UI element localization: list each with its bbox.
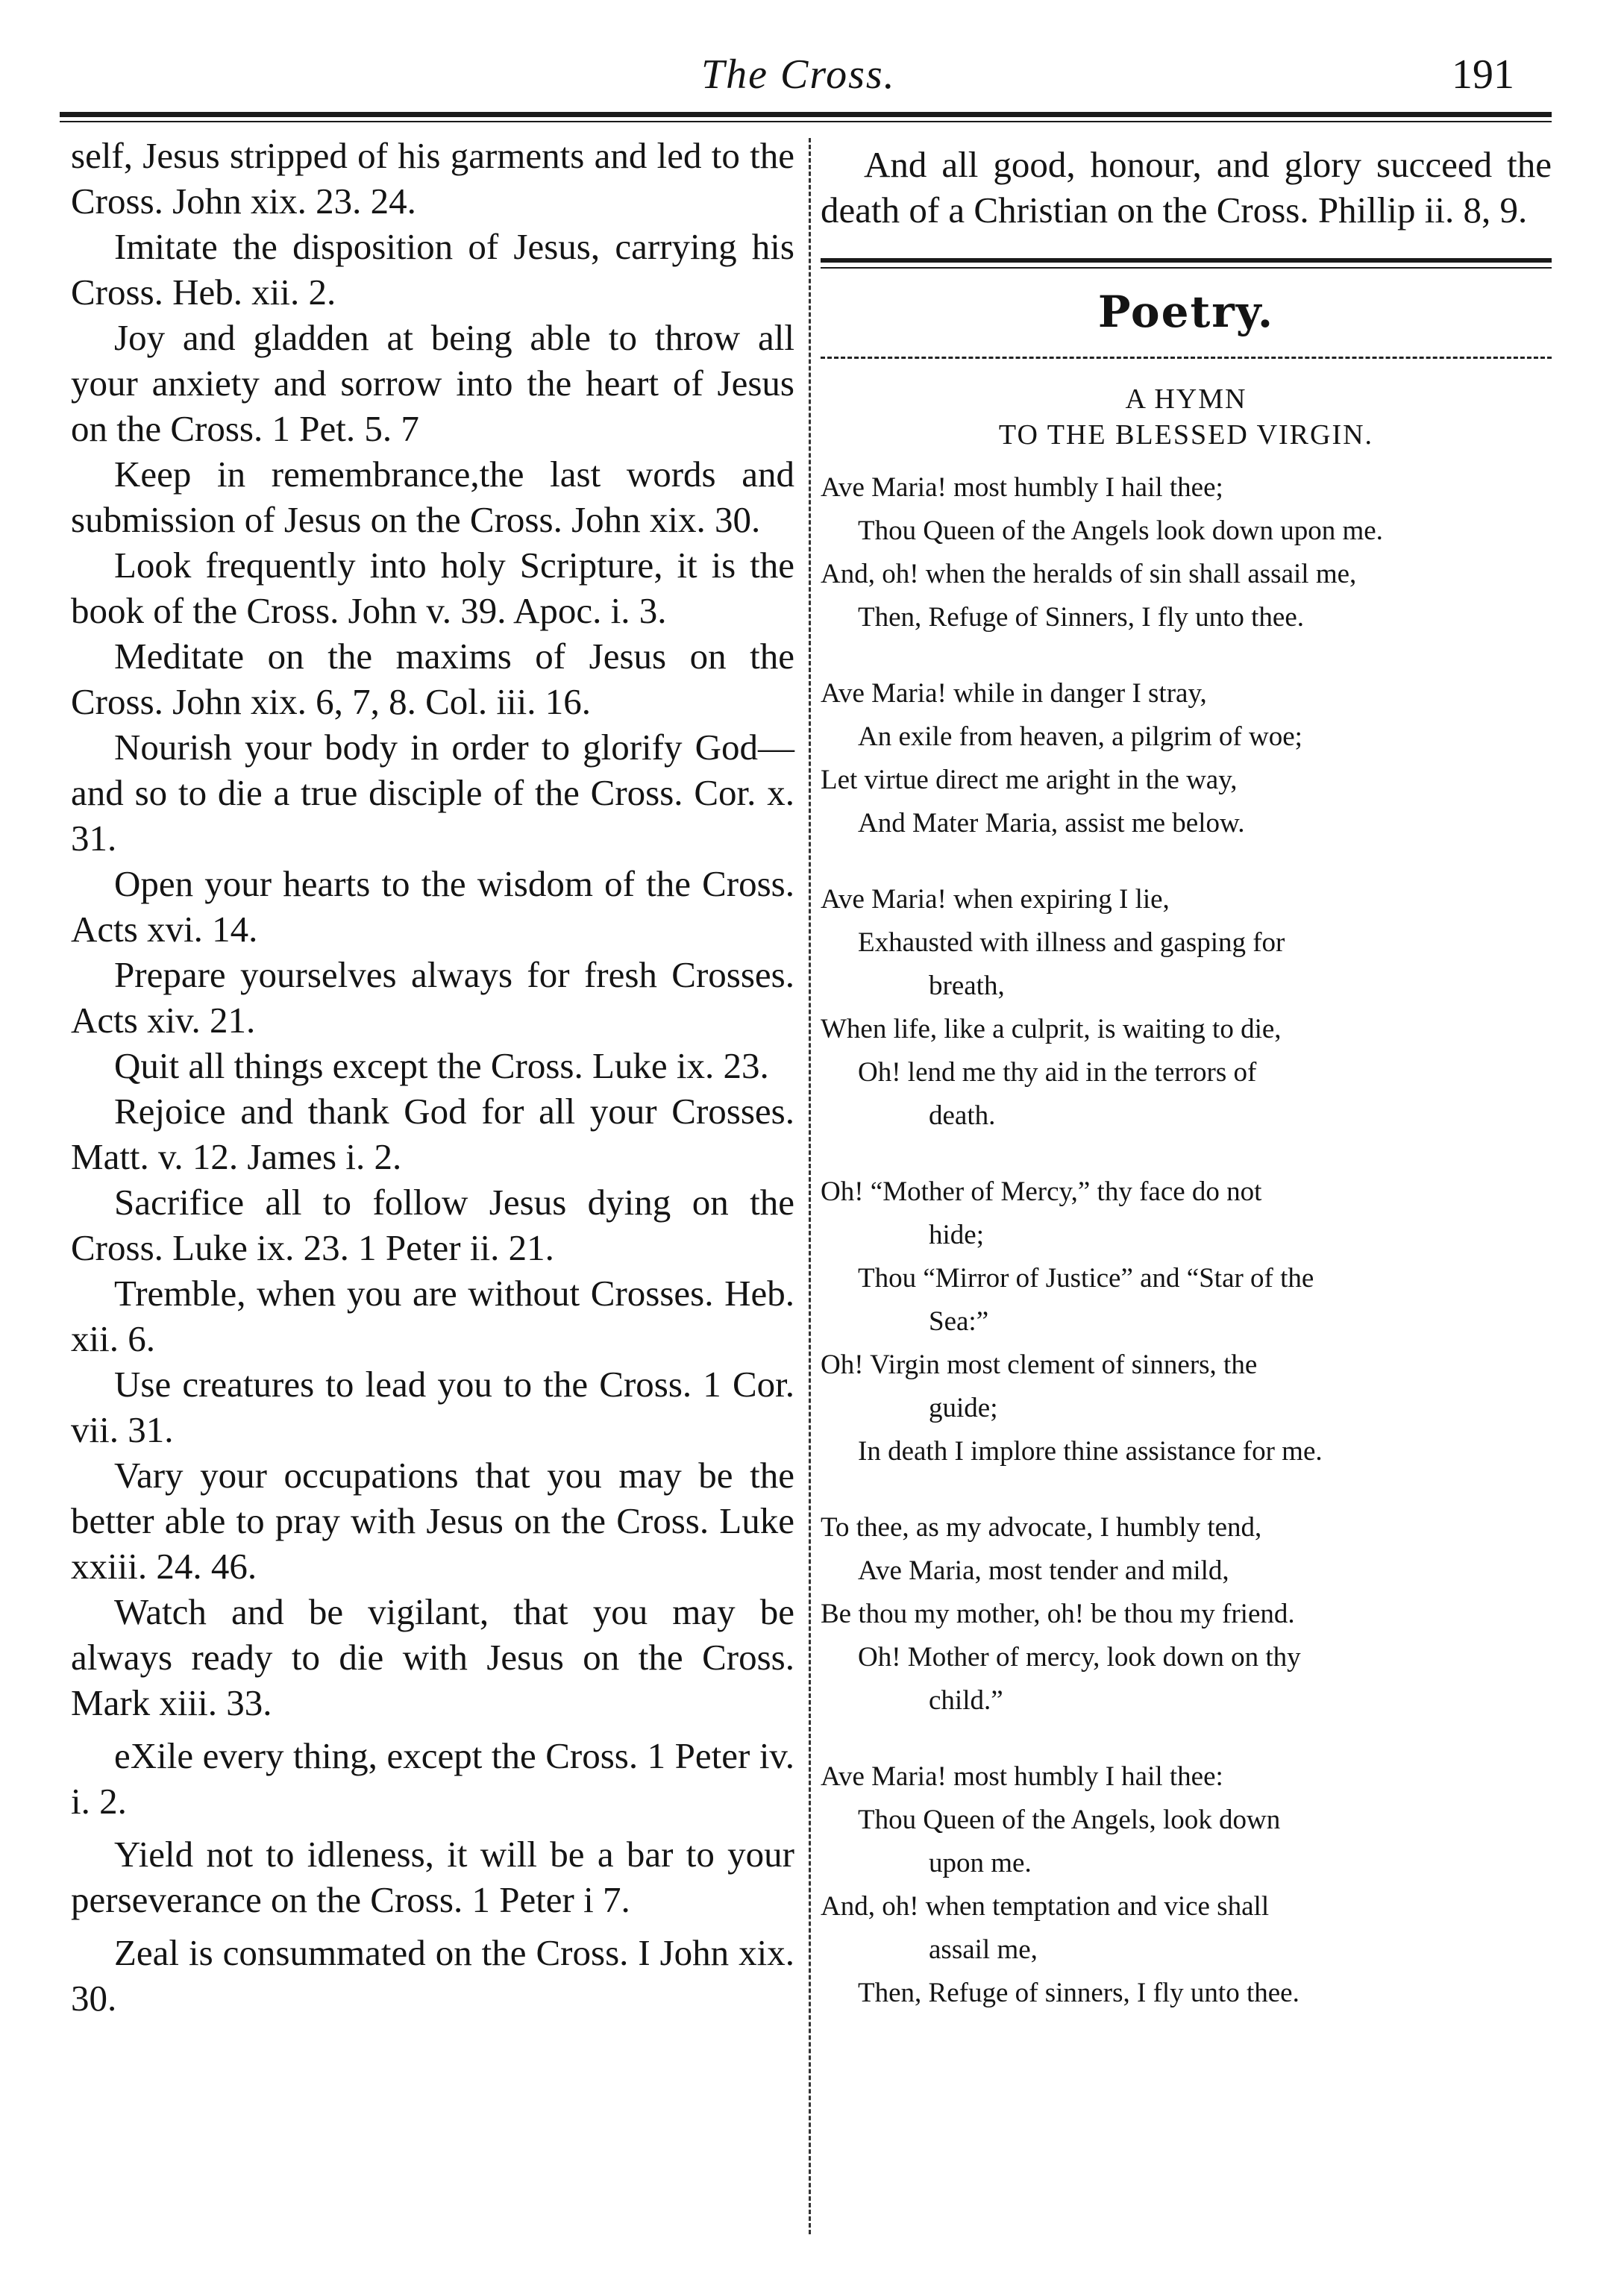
- verse-line: In death I implore thine assistance for me.: [858, 1436, 1323, 1467]
- column-divider: [809, 138, 811, 2234]
- devotion-paragraph: Quit all things except the Cross. Luke ix. 23.: [114, 1045, 769, 1086]
- verse-line: And Mater Maria, assist me below.: [858, 808, 1245, 839]
- verse-line: child.”: [929, 1685, 1003, 1716]
- verse-line: Oh! “Mother of Mercy,” thy face do not: [821, 1176, 1262, 1207]
- page-number: 191: [1452, 51, 1514, 98]
- verse-line: Exhausted with illness and gasping for: [858, 927, 1285, 958]
- devotion-paragraph: Look frequently into holy Scripture, it is the book of the Cross. John v. 39. Apoc. i. 3.: [71, 545, 794, 631]
- devotion-paragraph: Use creatures to lead you to the Cross. 1 Cor. vii. 31.: [71, 1364, 794, 1450]
- verse-line: An exile from heaven, a pilgrim of woe;: [858, 721, 1302, 752]
- verse-line: Ave Maria! most humbly I hail thee;: [821, 472, 1223, 503]
- running-title: The Cross.: [701, 51, 896, 98]
- devotion-paragraph: Rejoice and thank God for all your Crosses. Matt. v. 12. James i. 2.: [71, 1091, 794, 1177]
- verse-line: Then, Refuge of sinners, I fly unto thee.: [858, 1978, 1299, 2008]
- section-rule: [821, 258, 1552, 269]
- verse-line: Be thou my mother, oh! be thou my friend.: [821, 1599, 1295, 1629]
- verse-line: Thou “Mirror of Justice” and “Star of the: [858, 1263, 1314, 1294]
- verse-line: Ave Maria! while in danger I stray,: [821, 678, 1207, 709]
- verse-line: Ave Maria! most humbly I hail thee:: [821, 1761, 1223, 1792]
- closing-paragraph: And all good, honour, and glory succeed the death of a Christian on the Cross. Phillip ii. 8, 9.: [821, 144, 1552, 231]
- verse-line: And, oh! when the heralds of sin shall assail me,: [821, 559, 1357, 589]
- verse-line: Ave Maria! when expiring I lie,: [821, 884, 1170, 915]
- devotion-paragraph: Zeal is consummated on the Cross. I John xix. 30.: [71, 1932, 794, 2019]
- verse-line: Oh! lend me thy aid in the terrors of: [858, 1057, 1257, 1088]
- hymn-stanza: [821, 1170, 1552, 1473]
- devotion-paragraph: Keep in remembrance,the last words and submission of Jesus on the Cross. John xix. 30.: [71, 454, 794, 540]
- devotion-paragraph: Open your hearts to the wisdom of the Cross. Acts xvi. 14.: [71, 863, 794, 950]
- devotion-paragraph: Nourish your body in order to glorify God—and so to die a true disciple of the Cross. Cor. x. 31.: [71, 727, 794, 859]
- right-column: [821, 142, 1552, 2015]
- verse-line: Let virtue direct me aright in the way,: [821, 765, 1238, 795]
- verse-line: Sea:”: [929, 1306, 989, 1337]
- dashed-rule: [821, 357, 1552, 359]
- devotion-paragraph: Meditate on the maxims of Jesus on the Cross. John xix. 6, 7, 8. Col. iii. 16.: [71, 636, 794, 722]
- hymn-stanza: [821, 672, 1552, 845]
- devotion-paragraph: Joy and gladden at being able to throw all your anxiety and sorrow into the heart of Jesus on the Cross. 1 Pet. 5. 7: [71, 317, 794, 449]
- verse-line: Thou Queen of the Angels, look down: [858, 1805, 1281, 1835]
- verse-line: assail me,: [929, 1934, 1038, 1965]
- devotion-paragraph: Tremble, when you are without Crosses. Heb. xii. 6.: [71, 1273, 794, 1359]
- verse-line: death.: [929, 1100, 996, 1131]
- devotion-paragraph: Sacrifice all to follow Jesus dying on the Cross. Luke ix. 23. 1 Peter ii. 21.: [71, 1182, 794, 1268]
- verse-line: guide;: [929, 1393, 998, 1423]
- verse-line: And, oh! when temptation and vice shall: [821, 1891, 1270, 1922]
- hymn-stanzas: [821, 466, 1552, 2015]
- verse-line: breath,: [929, 971, 1005, 1001]
- devotion-paragraph: self, Jesus stripped of his garments and led to the Cross. John xix. 23. 24.: [71, 135, 794, 222]
- verse-line: Oh! Mother of mercy, look down on thy: [858, 1642, 1301, 1673]
- verse-line: Ave Maria, most tender and mild,: [858, 1555, 1229, 1586]
- hymn-stanza: [821, 466, 1552, 639]
- verse-line: upon me.: [929, 1848, 1032, 1878]
- devotion-paragraph: Imitate the disposition of Jesus, carrying his Cross. Heb. xii. 2.: [71, 226, 794, 313]
- verse-line: Thou Queen of the Angels look down upon me.: [858, 515, 1383, 546]
- left-column: [71, 133, 794, 2021]
- verse-line: hide;: [929, 1220, 984, 1250]
- devotion-paragraph: Watch and be vigilant, that you may be always ready to die with Jesus on the Cross. Mark xiii. 33.: [71, 1591, 794, 1723]
- verse-line: When life, like a culprit, is waiting to die,: [821, 1014, 1282, 1044]
- devotion-paragraph: eXile every thing, except the Cross. 1 Peter iv. i. 2.: [71, 1735, 794, 1822]
- verse-line: To thee, as my advocate, I humbly tend,: [821, 1512, 1262, 1543]
- hymn-stanza: [821, 1506, 1552, 1723]
- hymn-stanza: [821, 878, 1552, 1138]
- devotion-paragraph: Prepare yourselves always for fresh Crosses. Acts xiv. 21.: [71, 954, 794, 1041]
- page-header: [82, 45, 1544, 104]
- hymn-title: A HYMN: [1125, 383, 1247, 415]
- verse-line: Then, Refuge of Sinners, I fly unto thee.: [858, 602, 1305, 633]
- devotion-paragraph: Yield not to idleness, it will be a bar to your perseverance on the Cross. 1 Peter i 7.: [71, 1834, 794, 1920]
- header-rule: [60, 112, 1552, 122]
- hymn-stanza: [821, 1755, 1552, 2015]
- verse-line: Oh! Virgin most clement of sinners, the: [821, 1350, 1258, 1380]
- devotion-paragraph: Vary your occupations that you may be the better able to pray with Jesus on the Cross. Luke xxiii. 24. 46.: [71, 1455, 794, 1587]
- hymn-subtitle: TO THE BLESSED VIRGIN.: [998, 419, 1374, 451]
- poetry-heading: Poetry.: [1097, 286, 1275, 337]
